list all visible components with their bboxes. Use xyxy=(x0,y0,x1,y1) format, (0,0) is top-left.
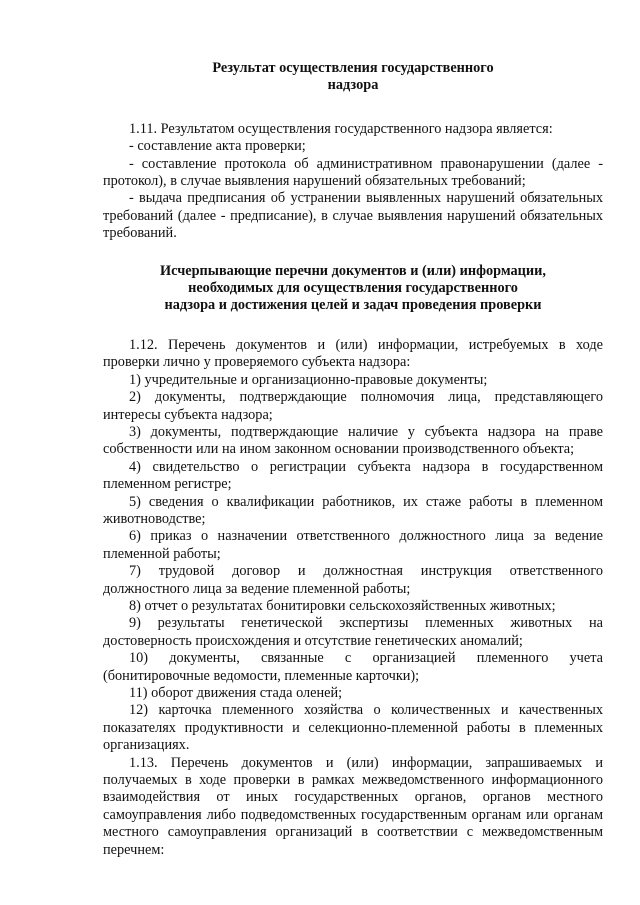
list-item: 6) приказ о назначении ответственного должностного лица за ведение племенной работы; xyxy=(103,528,603,562)
list-item: 4) свидетельство о регистрации субъекта надзора в государственном племенном регистре; xyxy=(103,458,603,493)
list-item: 9) результаты генетической экспертизы племенных животных на достоверность происхождения и отсутствие генетических аномалий; xyxy=(103,615,603,649)
list-item: 1) учредительные и организационно-правовые документы; xyxy=(129,371,488,388)
heading-line: Результат осуществления государственного xyxy=(212,60,494,76)
heading-line: необходимых для осуществления государственного xyxy=(188,280,518,297)
list-item: 7) трудовой договор и должностная инструкция ответственного должностного лица за ведение племенной работы; xyxy=(103,563,603,597)
list-item: 11) оборот движения стада оленей; xyxy=(129,685,343,701)
heading-line: надзора xyxy=(327,77,379,94)
list-item: 3) документы, подтверждающие наличие у субъекта надзора на праве собственности или на ином законном основании производственного объекта; xyxy=(103,423,603,458)
list-item: 10) документы, связанные с организацией племенного учета (бонитировочные ведомости, племенные карточки); xyxy=(103,650,603,684)
section-heading-result xyxy=(103,60,603,95)
list-item: 8) отчет о результатах бонитировки сельскохозяйственных животных; xyxy=(129,597,556,614)
list-item: 2) документы, подтверждающие полномочия лица, представляющего интересы субъекта надзора; xyxy=(103,389,603,423)
document-body xyxy=(103,60,603,859)
list-item: - выдача предписания об устранении выявленных нарушений обязательных требований (далее - предписание), в случае выявления нарушений обязательных требований. xyxy=(103,190,603,242)
list-item: 12) карточка племенного хозяйства о количественных и качественных показателях продуктивности и селекционно-племенной работы в племенных организациях. xyxy=(103,702,603,754)
paragraph: 1.13. Перечень документов и (или) информации, запрашиваемых и получаемых в ходе проверки в рамках межведомственного информационного взаимодействия от иных государственных органов, органов местного самоуправления либо подведомственных государственным органам или органам местного самоуправления организаций в соответствии с межведомственным перечнем: xyxy=(103,754,603,858)
list-item: - составление акта проверки; xyxy=(129,138,306,155)
section-heading-documents xyxy=(103,263,603,315)
list-item: - составление протокола об административном правонарушении (далее - протокол), в случае выявления нарушений обязательных требований; xyxy=(103,155,603,190)
heading-line: Исчерпывающие перечни документов и (или) информации, xyxy=(160,262,546,279)
paragraph: 1.11. Результатом осуществления государственного надзора является: xyxy=(129,120,553,137)
paragraph: 1.12. Перечень документов и (или) информации, истребуемых в ходе проверки лично у проверяемого субъекта надзора: xyxy=(103,336,603,371)
heading-line: надзора и достижения целей и задач проведения проверки xyxy=(164,297,542,314)
list-item: 5) сведения о квалификации работников, их стаже работы в племенном животноводстве; xyxy=(103,493,603,527)
